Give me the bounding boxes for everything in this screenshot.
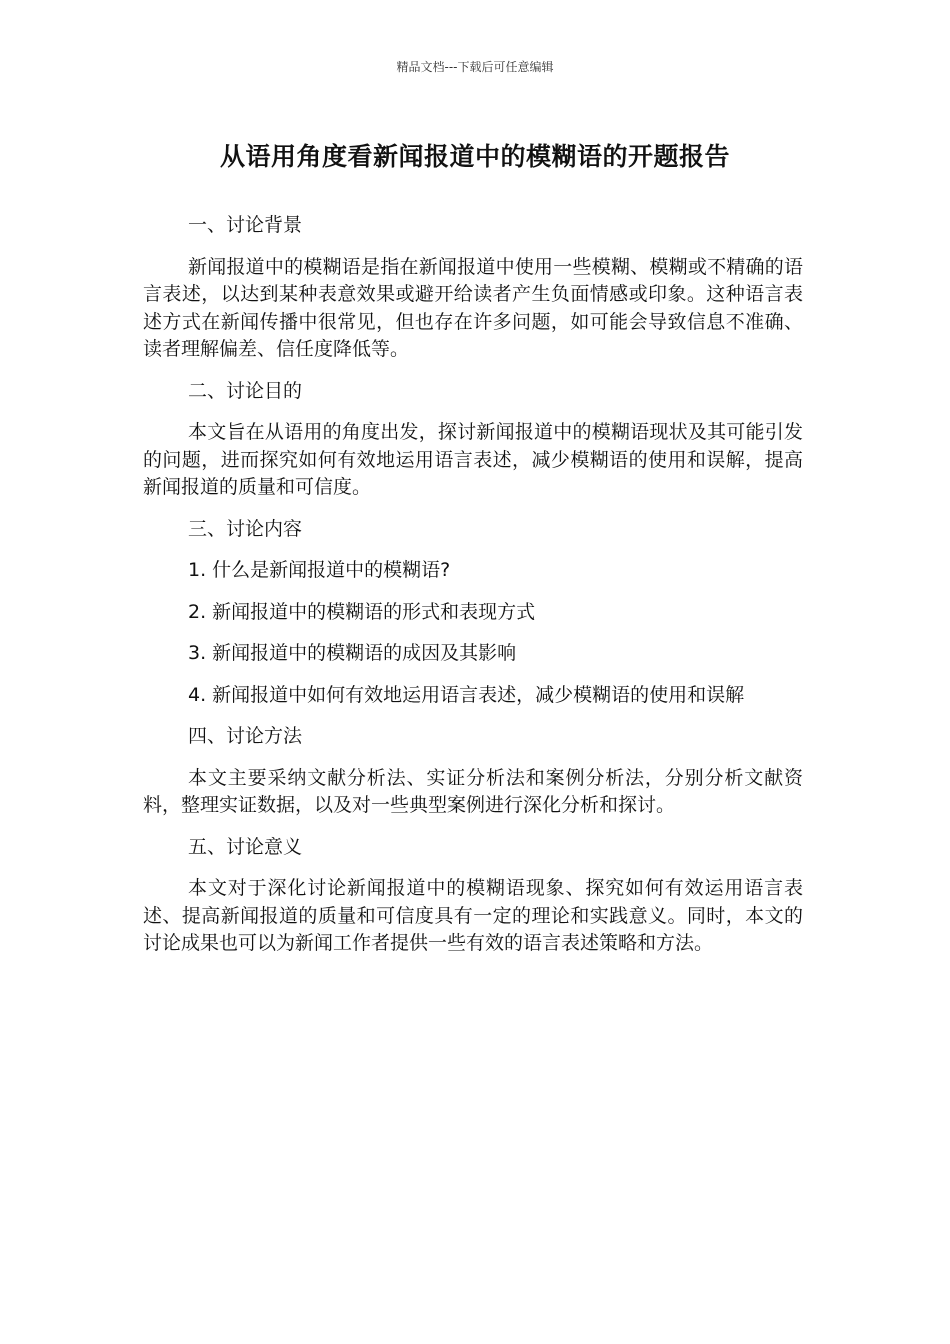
content-list-item: 1. 什么是新闻报道中的模糊语? (188, 559, 451, 581)
document-title: 从语用角度看新闻报道中的模糊语的开题报告 (219, 142, 730, 171)
paragraph-background: 新闻报道中的模糊语是指在新闻报道中使用一些模糊、模糊或不精确的语言表述，以达到某种表意效果或避开给读者产生负面情感或印象。这种语言表述方式在新闻传播中很常见，但也存在许多问题，如可能会导致信息不准确、读者理解偏差、信任度降低等。 (143, 255, 803, 360)
content-list-item: 4. 新闻报道中如何有效地运用语言表述，减少模糊语的使用和误解 (188, 683, 745, 706)
content-list-item: 3. 新闻报道中的模糊语的成因及其影响 (188, 642, 517, 664)
section-heading-background: 一、讨论背景 (188, 214, 303, 236)
document-body (143, 212, 803, 972)
section-heading-significance: 五、讨论意义 (188, 835, 303, 858)
page-header: 精品文档---下载后可任意编辑 (396, 60, 554, 74)
section-heading-purpose: 二、讨论目的 (188, 379, 303, 402)
content-list-item: 2. 新闻报道中的模糊语的形式和表现方式 (188, 600, 536, 623)
paragraph-significance: 本文对于深化讨论新闻报道中的模糊语现象、探究如何有效运用语言表述、提高新闻报道的质量和可信度具有一定的理论和实践意义。同时，本文的讨论成果也可以为新闻工作者提供一些有效的语言表述策略和方法。 (143, 877, 803, 954)
paragraph-method: 本文主要采纳文献分析法、实证分析法和案例分析法，分别分析文献资料，整理实证数据，以及对一些典型案例进行深化分析和探讨。 (143, 766, 803, 816)
section-heading-content: 三、讨论内容 (188, 517, 303, 540)
section-heading-method: 四、讨论方法 (188, 725, 303, 747)
paragraph-purpose: 本文旨在从语用的角度出发，探讨新闻报道中的模糊语现状及其可能引发的问题，进而探究如何有效地运用语言表述，减少模糊语的使用和误解，提高新闻报道的质量和可信度。 (143, 421, 803, 498)
